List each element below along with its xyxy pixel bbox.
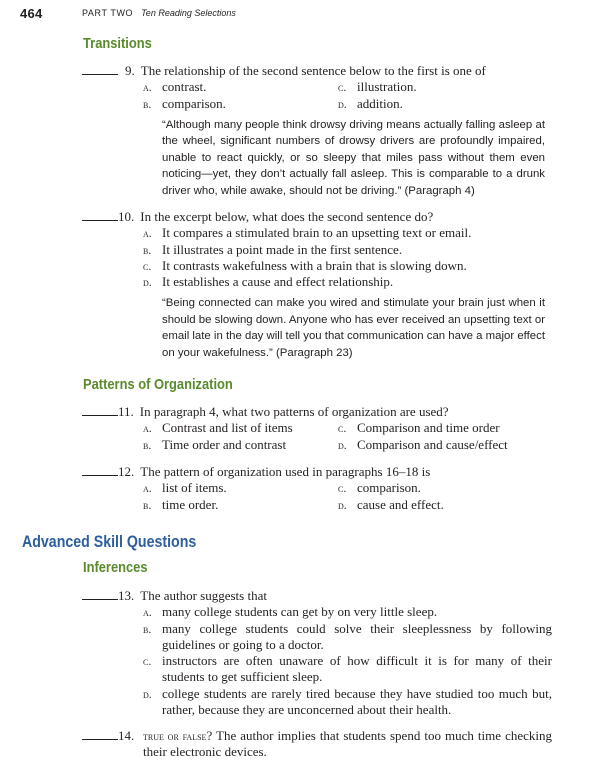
option-d: d. addition. [338, 95, 403, 111]
excerpt-quote: “Although many people think drowsy driving means actually falling asleep at the wheel, significant numbers of drowsy drivers are profoundly impaired, unable to react quickly, or so sleepy that miles pass without them even noticing—yet, they don’t actually fall asleep. This is comparable to a drunk driver who, while awake, should not be driving.” (Paragraph 4) [162, 118, 545, 197]
option-c: c. instructors are often unaware of how difficult it is for many of their students to get sufficient sleep. [143, 653, 552, 685]
running-header [20, 5, 236, 23]
options-list [143, 225, 552, 290]
question-number: 14. [118, 728, 135, 743]
inferences-heading: Inferences [83, 559, 148, 576]
excerpt-quote: “Being connected can make you wired and stimulate your brain just when it should be slowing down. Anyone who has ever received an upsetting text or email late in the day will tell you that communication can have a major effect on your wakefulness.” (Paragraph 23) [162, 297, 545, 359]
question-13 [82, 588, 552, 718]
answer-blank-11[interactable] [82, 404, 118, 416]
question-number: 11. [118, 404, 134, 419]
answer-blank-14[interactable] [82, 728, 118, 740]
question-number: 9. [125, 63, 135, 78]
question-stem: The pattern of organization used in paragraphs 16–18 is [140, 464, 431, 479]
transitions-heading: Transitions [83, 35, 152, 52]
option-d: d. It establishes a cause and effect relationship. [143, 274, 394, 290]
option-d: d. college students are rarely tired because they have studied too much but, rather, because they are unconcerned about their health. [143, 685, 552, 718]
part-label [82, 8, 236, 18]
part-name: PART TWO [82, 8, 134, 18]
question-stem: The relationship of the second sentence below to the first is one of [140, 63, 486, 78]
question-11 [82, 404, 552, 453]
option-a: a. contrast. [143, 79, 207, 95]
question-stem: In paragraph 4, what two patterns of organization are used? [139, 404, 449, 419]
option-b: b. It illustrates a point made in the first sentence. [143, 241, 403, 257]
advanced-heading: Advanced Skill Questions [22, 533, 197, 551]
option-c: c. Comparison and time order [338, 420, 500, 436]
true-false-label: true or false [143, 729, 207, 743]
option-a: a. It compares a stimulated brain to an upsetting text or email. [143, 225, 472, 241]
options-list [143, 604, 552, 718]
question-10 [82, 209, 552, 361]
patterns-heading: Patterns of Organization [83, 376, 233, 393]
option-d: d. Comparison and cause/effect [338, 436, 508, 452]
option-b: b. comparison. [143, 95, 226, 111]
option-b: b. many college students could solve their sleeplessness by following guidelines or going to a doctor. [143, 620, 552, 652]
question-number: 12. [118, 464, 135, 479]
question-stem: In the excerpt below, what does the second sentence do? [140, 209, 434, 224]
question-12 [82, 464, 552, 513]
option-b: b. time order. [143, 496, 219, 512]
page-number: 464 [20, 6, 43, 21]
option-c: c. It contrasts wakefulness with a brain that is slowing down. [143, 257, 467, 273]
options-grid [143, 480, 552, 513]
question-stem: The author suggests that [140, 588, 267, 603]
question-stem: ? The author implies that students spend too much time checking their electronic devices. [143, 728, 552, 760]
option-a: a. Contrast and list of items [143, 420, 293, 436]
answer-blank-10[interactable] [82, 209, 118, 221]
answer-blank-12[interactable] [82, 464, 118, 476]
answer-blank-13[interactable] [82, 588, 118, 600]
section-name: Ten Reading Selections [141, 8, 236, 18]
option-b: b. Time order and contrast [143, 436, 287, 452]
option-c: c. illustration. [338, 79, 417, 95]
option-a: a. many college students can get by on very little sleep. [143, 604, 438, 620]
question-14 [82, 728, 552, 761]
options-grid [143, 420, 552, 453]
question-number: 13. [118, 588, 135, 603]
question-9 [82, 63, 552, 199]
option-a: a. list of items. [143, 480, 227, 496]
options-grid [143, 79, 552, 112]
answer-blank-9[interactable] [82, 63, 118, 75]
option-d: d. cause and effect. [338, 496, 444, 512]
question-number: 10. [118, 209, 135, 224]
option-c: c. comparison. [338, 480, 421, 496]
